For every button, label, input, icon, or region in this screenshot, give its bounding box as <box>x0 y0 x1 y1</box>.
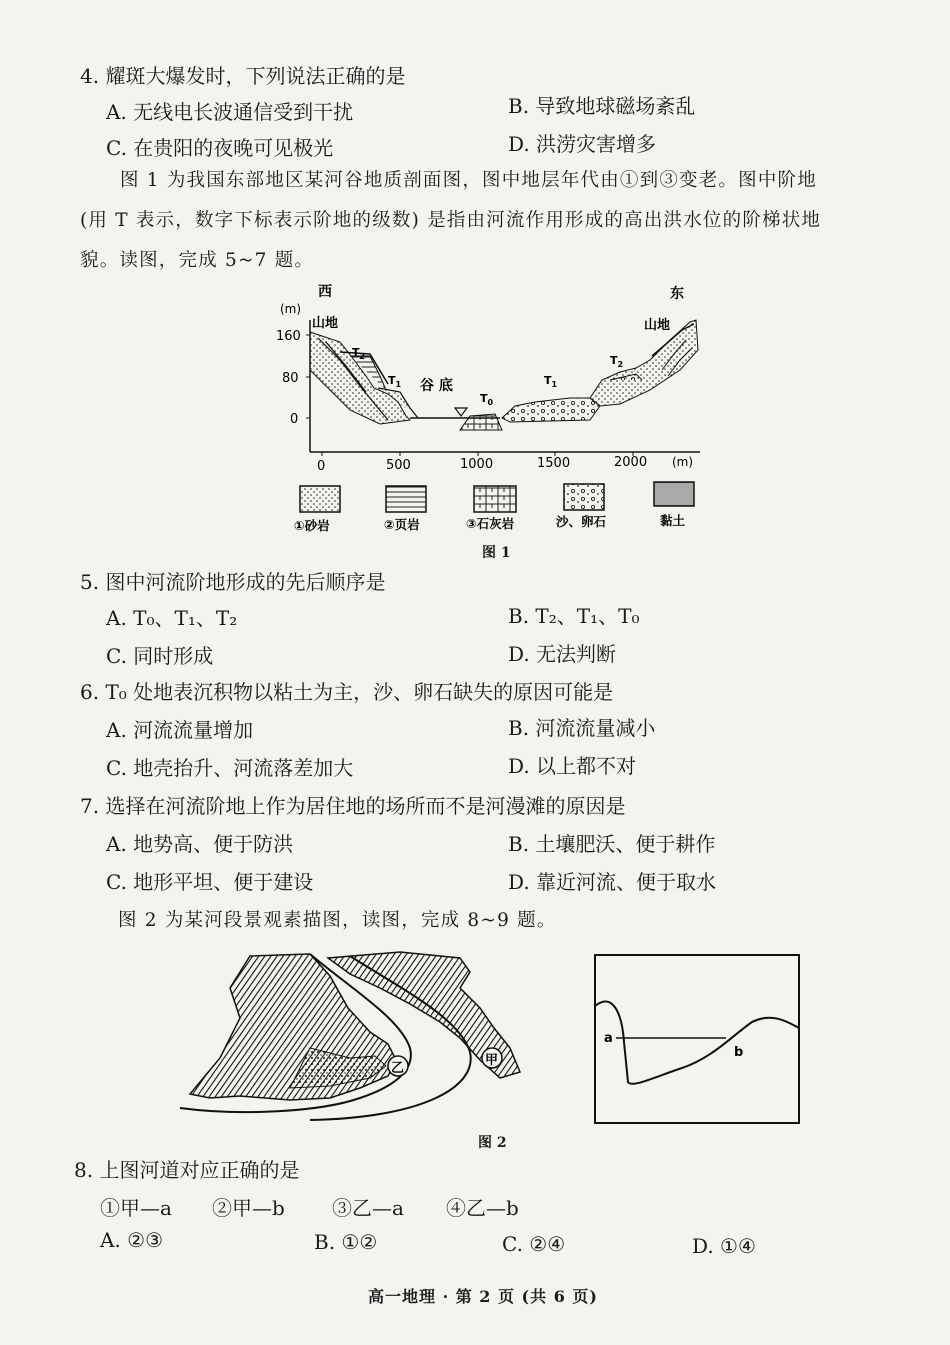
q8-stem: 8. 上图河道对应正确的是 <box>74 1158 300 1182</box>
q8-item-4: ④乙—b <box>446 1196 519 1220</box>
q7-option-b: B. 土壤肥沃、便于耕作 <box>508 832 716 856</box>
q7-option-a: A. 地势高、便于防洪 <box>106 832 294 856</box>
legend-clay-swatch <box>654 482 694 506</box>
figure2-river-sketch <box>160 948 540 1124</box>
legend-shale-swatch <box>386 486 426 512</box>
legend-sandstone-label: ①砂岩 <box>294 518 330 533</box>
q5-option-c: C. 同时形成 <box>106 644 214 668</box>
q8-option-d: D. ①④ <box>692 1234 756 1258</box>
riverbed-profile <box>595 1001 799 1083</box>
q4-option-c: C. 在贵阳的夜晚可见极光 <box>106 136 334 160</box>
q8-item-1: ①甲—a <box>100 1196 172 1220</box>
q4-stem: 4. 耀斑大爆发时，下列说法正确的是 <box>80 64 406 88</box>
figure1-geologic-profile <box>270 280 710 560</box>
cross-section-frame <box>595 955 799 1123</box>
intro1-line-1: 图 1 为我国东部地区某河谷地质剖面图，图中地层年代由①到③变老。图中阶地 <box>120 170 817 191</box>
legend-limestone-swatch <box>474 486 516 512</box>
q5-option-d: D. 无法判断 <box>508 642 617 666</box>
q8-option-c: C. ②④ <box>502 1232 566 1256</box>
intro1-line-3: 貌。读图，完成 5~7 题。 <box>80 250 315 271</box>
q8-option-b: B. ①② <box>314 1230 378 1254</box>
q6-option-a: A. 河流流量增加 <box>106 718 254 742</box>
terrace-t1-right: $T_1$ <box>544 374 558 389</box>
q6-option-d: D. 以上都不对 <box>508 754 637 778</box>
q6-option-c: C. 地壳抬升、河流落差加大 <box>106 756 354 780</box>
yi-label: 乙 <box>391 1061 405 1076</box>
q4-option-d: D. 洪涝灾害增多 <box>508 132 657 156</box>
legend-sandstone-swatch <box>300 486 340 512</box>
q6-stem: 6. T₀ 处地表沉积物以粘土为主，沙、卵石缺失的原因可能是 <box>80 680 614 704</box>
x-tick-500: 500 <box>386 458 411 473</box>
y-tick-160: 160 <box>276 329 301 344</box>
intro1-line-2: (用 T 表示，数字下标表示阶地的级数) 是指由河流作用形成的高出洪水位的阶梯状地 <box>80 210 822 231</box>
q6-option-b: B. 河流流量减小 <box>508 716 656 740</box>
q4-option-b: B. 导致地球磁场紊乱 <box>508 94 696 118</box>
q5-option-b: B. T₂、T₁、T₀ <box>508 604 640 628</box>
q5-stem: 5. 图中河流阶地形成的先后顺序是 <box>80 570 386 594</box>
legend-limestone-label: ③石灰岩 <box>466 516 515 531</box>
jia-label: 甲 <box>485 1053 499 1068</box>
x-tick-2000: 2000 <box>614 455 648 470</box>
q4-option-a: A. 无线电长波通信受到干扰 <box>106 100 354 124</box>
intro2: 图 2 为某河段景观素描图，读图，完成 8~9 题。 <box>118 910 557 931</box>
mountain-left-label: 山地 <box>312 316 339 331</box>
figure2-cross-section <box>592 952 804 1128</box>
mountain-right-label: 山地 <box>644 318 671 333</box>
legend-shale-label: ②页岩 <box>384 517 420 532</box>
q8-item-2: ②甲—b <box>212 1196 285 1220</box>
y-unit: (m) <box>280 302 302 316</box>
q7-option-c: C. 地形平坦、便于建设 <box>106 870 314 894</box>
terrace-t2-left: $T_2$ <box>352 346 366 361</box>
q8-item-3: ③乙—a <box>332 1196 404 1220</box>
west-label: 西 <box>318 284 332 300</box>
point-b-label: b <box>734 1045 744 1060</box>
terrace-t2-right: $T_2$ <box>610 354 624 369</box>
legend-clay-label: 黏土 <box>660 513 686 528</box>
page-footer: 高一地理 · 第 2 页 (共 6 页) <box>368 1287 598 1306</box>
right-t1-gravel <box>502 398 600 422</box>
figure2-caption: 图 2 <box>478 1135 507 1151</box>
terrace-t1-left: $T_1$ <box>388 374 402 389</box>
valley-label: 谷 底 <box>420 378 453 394</box>
q7-option-d: D. 靠近河流、便于取水 <box>508 870 717 894</box>
x-unit: (m) <box>672 455 694 469</box>
legend-gravel-label: 沙、卵石 <box>556 514 607 529</box>
q8-option-a: A. ②③ <box>100 1228 164 1252</box>
y-tick-80: 80 <box>282 371 299 386</box>
y-tick-0: 0 <box>290 412 299 427</box>
point-a-label: a <box>604 1031 613 1046</box>
x-tick-0: 0 <box>317 459 326 474</box>
x-tick-1000: 1000 <box>460 457 494 472</box>
t0-limestone <box>460 414 502 430</box>
terrace-t0: $T_0$ <box>480 392 494 407</box>
legend-gravel-swatch <box>564 484 604 510</box>
figure1-caption: 图 1 <box>482 545 511 561</box>
q5-option-a: A. T₀、T₁、T₂ <box>106 606 238 630</box>
q7-stem: 7. 选择在河流阶地上作为居住地的场所而不是河漫滩的原因是 <box>80 794 626 818</box>
water-level-icon <box>455 408 467 416</box>
x-tick-1500: 1500 <box>537 456 571 471</box>
east-label: 东 <box>670 286 684 302</box>
